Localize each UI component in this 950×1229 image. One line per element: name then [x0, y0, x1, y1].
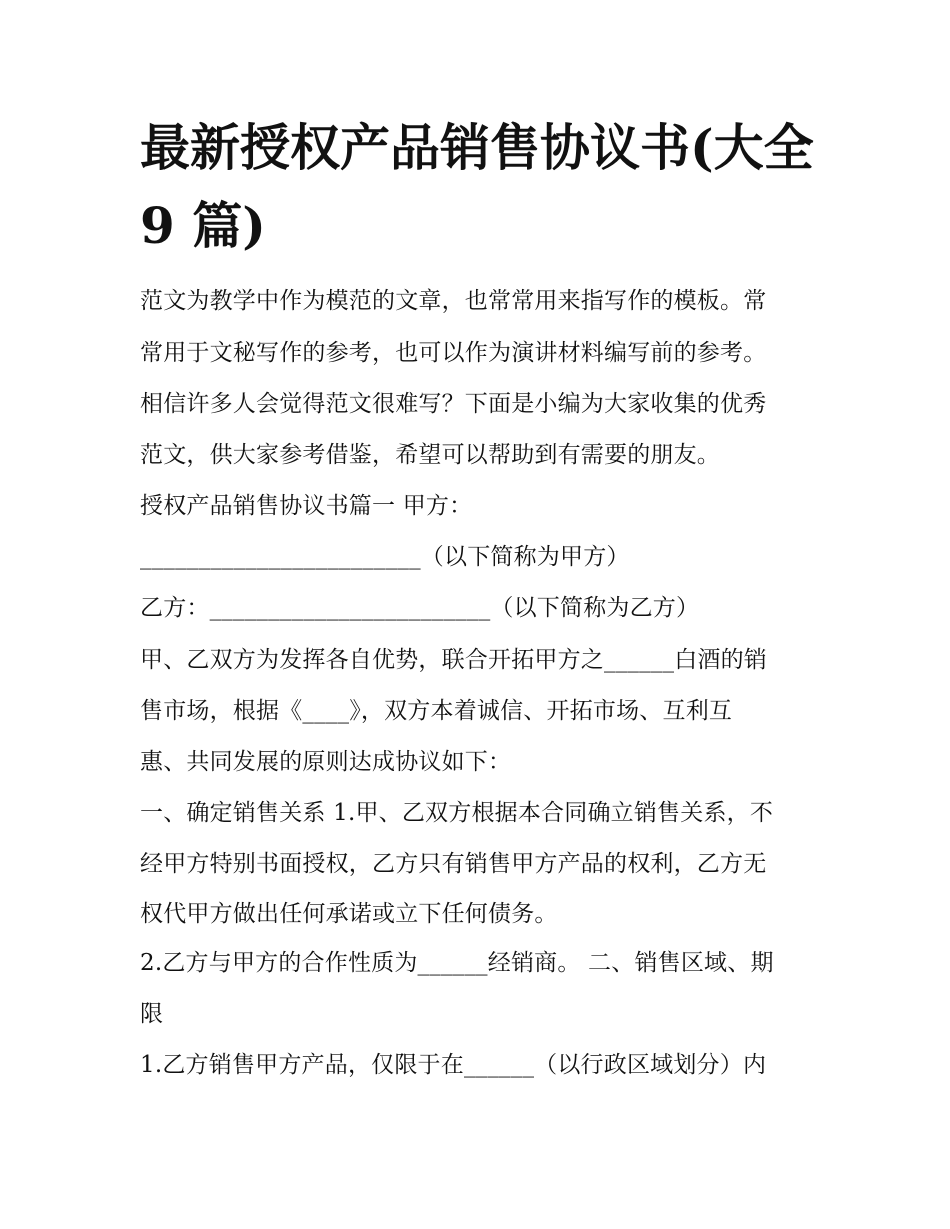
- intro-line-2: 常用于文秘写作的参考，也可以作为演讲材料编写前的参考。: [140, 340, 767, 366]
- agreement-paragraph-line-1: 甲、乙双方为发挥各自优势，联合开拓甲方之______白酒的销: [140, 647, 767, 673]
- intro-line-3: 相信许多人会觉得范文很难写？下面是小编为大家收集的优秀: [140, 391, 767, 417]
- agreement-paragraph-line-2: 售市场，根据《____》，双方本着诚信、开拓市场、互利互: [140, 698, 733, 724]
- party-b-line: 乙方：________________________（以下简称为乙方）: [140, 595, 700, 621]
- document-title-line-1: 最新授权产品销售协议书(大全: [140, 118, 814, 177]
- clause-1-line-3: 权代甲方做出任何承诺或立下任何债务。: [140, 901, 558, 927]
- clause-2-line-1: 2.乙方与甲方的合作性质为______经销商。 二、销售区域、期: [140, 950, 774, 976]
- clause-3-line-1: 1.乙方销售甲方产品，仅限于在______（以行政区域划分）内: [140, 1052, 767, 1078]
- intro-line-4: 范文，供大家参考借鉴，希望可以帮助到有需要的朋友。: [140, 442, 720, 468]
- agreement-paragraph-line-3: 惠、共同发展的原则达成协议如下：: [140, 749, 512, 775]
- intro-line-1: 范文为教学中作为模范的文章，也常常用来指写作的模板。常: [140, 288, 767, 314]
- clause-2-line-2: 限: [140, 1001, 164, 1027]
- clause-1-line-2: 经甲方特别书面授权，乙方只有销售甲方产品的权利，乙方无: [140, 851, 767, 877]
- document-title-line-2: 9 篇): [140, 196, 266, 255]
- party-a-line: ________________________（以下简称为甲方）: [140, 544, 630, 570]
- clause-1-line-1: 一、确定销售关系 1.甲、乙双方根据本合同确立销售关系，不: [140, 800, 774, 826]
- section-heading-1: 授权产品销售协议书篇一 甲方：: [140, 493, 473, 519]
